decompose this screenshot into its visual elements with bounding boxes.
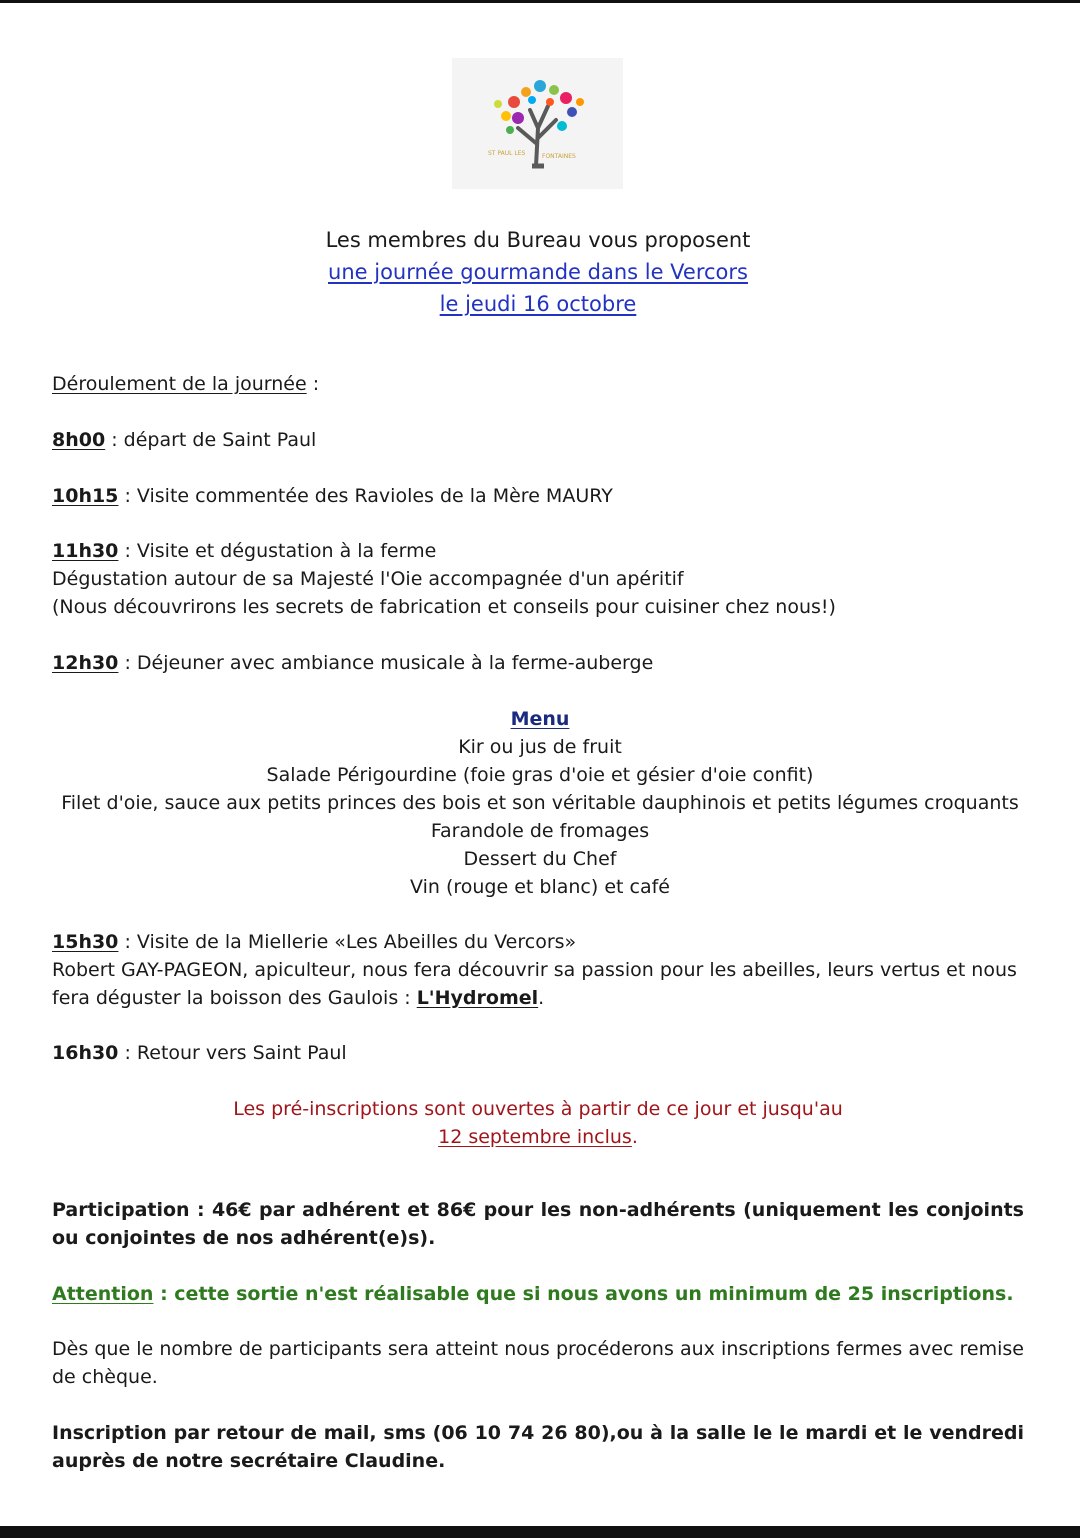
schedule-text: : Déjeuner avec ambiance musicale à la ferme-auberge xyxy=(118,652,654,674)
menu-item: Farandole de fromages xyxy=(430,820,650,842)
event-title-link[interactable]: une journée gourmande dans le Vercors xyxy=(328,260,748,284)
schedule-detail-end: . xyxy=(538,987,545,1009)
bottom-border xyxy=(0,1526,1080,1538)
registration-deadline: 12 septembre inclus xyxy=(438,1126,632,1148)
schedule-text: : Visite et dégustation à la ferme xyxy=(118,540,437,562)
schedule-text: : Visite commentée des Ravioles de la Mère MAURY xyxy=(118,485,613,507)
schedule-item xyxy=(52,537,1024,621)
schedule-time: 8h00 xyxy=(52,429,106,451)
menu-item: Filet d'oie, sauce aux petits princes des bois et son véritable dauphinois et petits légumes croquants xyxy=(61,792,1019,814)
tree-hands-logo-icon xyxy=(452,58,623,189)
schedule-detail: Dégustation autour de sa Majesté l'Oie accompagnée d'un apéritif xyxy=(52,568,684,590)
registration-line: Les pré-inscriptions sont ouvertes à partir de ce jour et jusqu'au xyxy=(233,1098,843,1120)
confirmation-notice: Dès que le nombre de participants sera atteint nous procéderons aux inscriptions fermes avec remise de chèque. xyxy=(52,1338,1024,1388)
event-date-link[interactable]: le jeudi 16 octobre xyxy=(439,292,637,316)
registration-notice xyxy=(52,1095,1024,1151)
invitation-header xyxy=(52,224,1024,320)
schedule-time: 15h30 xyxy=(52,931,119,953)
schedule-time: 11h30 xyxy=(52,540,119,562)
program-heading xyxy=(52,370,1024,398)
attention-text: : cette sortie n'est réalisable que si nous avons un minimum de 25 inscriptions. xyxy=(153,1283,1014,1305)
schedule-item xyxy=(52,482,1024,510)
menu-title: Menu xyxy=(510,708,570,730)
attention-notice xyxy=(52,1280,1024,1308)
schedule-item xyxy=(52,928,1024,1012)
program-heading-suffix: : xyxy=(306,373,320,395)
association-logo xyxy=(452,58,623,189)
menu-item: Dessert du Chef xyxy=(463,848,617,870)
menu-section xyxy=(40,705,1040,901)
schedule-detail: (Nous découvrirons les secrets de fabrication et conseils pour cuisiner chez nous!) xyxy=(52,596,836,618)
schedule-text: : Retour vers Saint Paul xyxy=(118,1042,347,1064)
menu-item: Vin (rouge et blanc) et café xyxy=(410,876,670,898)
program-heading-text: Déroulement de la journée xyxy=(52,373,307,395)
participation-price: Participation : 46€ par adhérent et 86€ pour les non-adhérents (uniquement les conjoints ou conjointes de nos adhérent(e)s). xyxy=(52,1199,1024,1249)
svg-text:FONTAINES: FONTAINES xyxy=(542,153,576,160)
schedule-detail: Robert GAY-PAGEON, apiculteur, nous fera découvrir sa passion pour les abeilles, leurs vertus et nous xyxy=(52,959,1017,981)
svg-text:ST PAUL LES: ST PAUL LES xyxy=(488,150,526,157)
schedule-item xyxy=(52,426,1024,454)
schedule-item xyxy=(52,649,1024,677)
schedule-item xyxy=(52,1039,1024,1067)
schedule-time: 12h30 xyxy=(52,652,119,674)
schedule-time: 16h30 xyxy=(52,1042,119,1064)
menu-item: Salade Périgourdine (foie gras d'oie et gésier d'oie confit) xyxy=(266,764,814,786)
schedule-detail: fera déguster la boisson des Gaulois : xyxy=(52,987,417,1009)
contact-info: Inscription par retour de mail, sms (06 10 74 26 80),ou à la salle le le mardi et le vendredi auprès de notre secrétaire Claudine. xyxy=(52,1422,1024,1472)
schedule-text: : Visite de la Miellerie «Les Abeilles du Vercors» xyxy=(118,931,577,953)
attention-label: Attention xyxy=(52,1283,154,1305)
schedule-text: : départ de Saint Paul xyxy=(105,429,317,451)
menu-item: Kir ou jus de fruit xyxy=(458,736,622,758)
hydromel-link[interactable]: L'Hydromel xyxy=(416,987,539,1009)
schedule-time: 10h15 xyxy=(52,485,119,507)
registration-deadline-suffix: . xyxy=(631,1126,638,1148)
invitation-line: Les membres du Bureau vous proposent xyxy=(325,228,751,252)
top-border xyxy=(0,0,1080,3)
